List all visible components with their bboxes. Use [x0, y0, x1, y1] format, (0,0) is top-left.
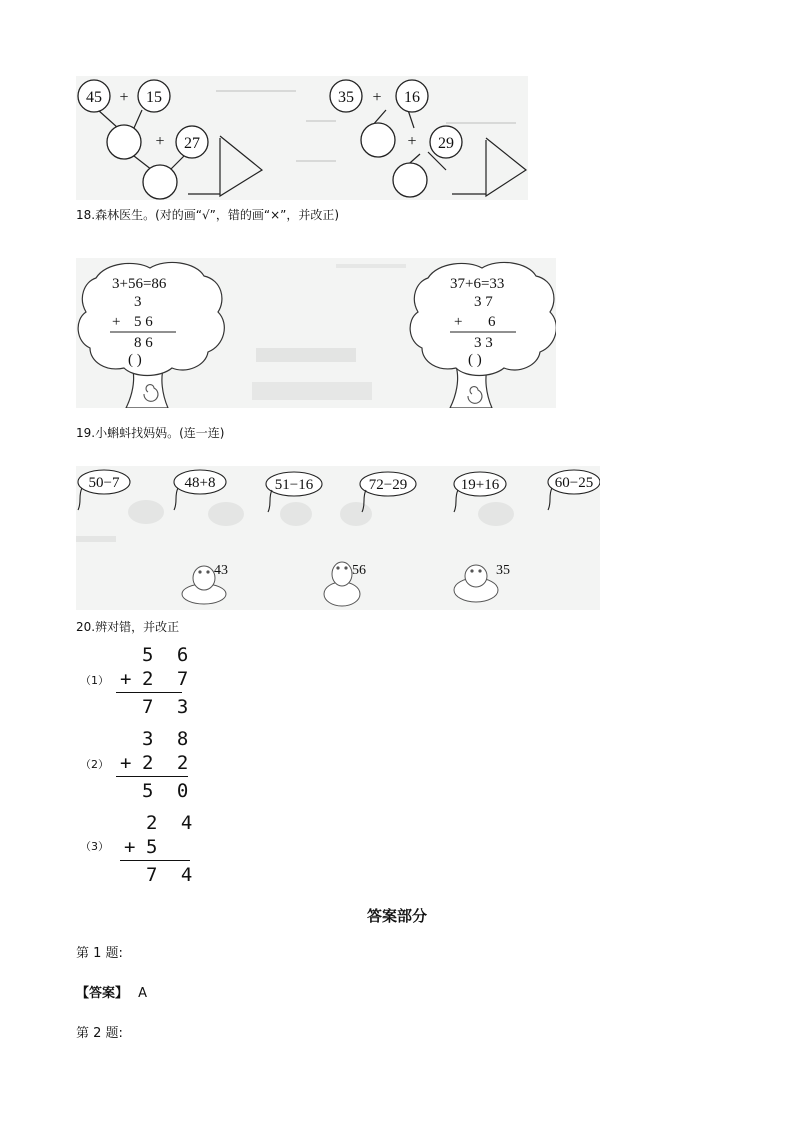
right-tree-top-number: 3 7 [474, 294, 493, 310]
q20-item-2-second: 2 2 [142, 752, 195, 774]
figure-addition-trees [76, 76, 528, 200]
q20-item-1-top: 5 6 [142, 644, 195, 666]
q20-item-3-top: 2 4 [146, 812, 199, 834]
right-tree-plus: + [454, 314, 463, 330]
q20-item-1-result: 7 3 [142, 696, 195, 718]
right-tree-second-number: 6 [488, 314, 496, 330]
figure-forest-doctor [76, 258, 556, 408]
tadpole-2-expr: 48+8 [184, 475, 216, 491]
q20-item-1-rule [116, 692, 182, 693]
circle-right-sum1 [361, 123, 395, 157]
forest-trees-svg [76, 258, 556, 408]
q20-item-2-top: 3 8 [142, 728, 195, 750]
answers-section-title: 答案部分 [366, 907, 427, 925]
tadpole-4-expr: 72−29 [368, 477, 408, 493]
tadpole-svg [76, 466, 600, 610]
answer-q1-label: 第 1 题: [76, 946, 123, 961]
right-tree-equation: 37+6=33 [450, 276, 505, 292]
answer-tag: 【答案】 [76, 986, 129, 1001]
left-tree-top-number: 3 [134, 294, 142, 310]
question-19: 19.小蝌蚪找妈妈。(连一连) [76, 426, 225, 440]
left-tree-equation: 3+56=86 [112, 276, 167, 292]
answer-q2-label: 第 2 题: [76, 1026, 123, 1041]
tadpole-3-expr: 51−16 [274, 477, 314, 493]
right-a-value: 35 [338, 89, 354, 106]
frog-2 [332, 562, 352, 586]
right-op1: + [372, 89, 382, 106]
q20-item-1-plus: + [120, 668, 138, 690]
left-c-value: 27 [184, 135, 200, 152]
answer-q1-row [76, 982, 147, 1001]
left-tree-second-number: 5 6 [134, 314, 153, 330]
right-tree-result: 3 3 [474, 335, 493, 351]
circle-left-sum2 [143, 165, 177, 199]
left-tree-paren: ( ) [128, 352, 142, 368]
q20-item-2-rule [116, 776, 188, 777]
question-18: 18.森林医生。(对的画“√”，错的画“×”，并改正) [76, 208, 340, 222]
q20-item-3-rule [120, 860, 190, 861]
left-b-value: 15 [146, 89, 162, 106]
frog-1-number: 43 [214, 563, 228, 578]
tadpole-1-expr: 50−7 [88, 475, 120, 491]
right-tree-paren: ( ) [468, 352, 482, 368]
addition-tree-diagram [76, 76, 528, 200]
left-op2: + [155, 133, 165, 150]
frog-3 [465, 565, 487, 587]
circle-right-sum2 [393, 163, 427, 197]
q20-item-3-result: 7 4 [146, 864, 199, 886]
tadpole-5-expr: 19+16 [460, 477, 500, 493]
q20-item-2-result: 5 0 [142, 780, 195, 802]
left-tree-plus: + [112, 314, 121, 330]
left-tree-result: 8 6 [134, 335, 153, 351]
left-a-value: 45 [86, 89, 102, 106]
right-b-value: 16 [404, 89, 420, 106]
q20-item-3-label: （3） [80, 840, 109, 853]
circle-left-sum1 [107, 125, 141, 159]
q20-item-3-plus: + [124, 836, 142, 858]
tadpole-6-expr: 60−25 [554, 475, 594, 491]
frog-1 [193, 566, 215, 590]
question-20: 20.辨对错，并改正 [76, 620, 180, 634]
frog-2-number: 56 [352, 563, 366, 578]
right-op2: + [407, 133, 417, 150]
frog-3-number: 35 [496, 563, 510, 578]
left-op1: + [119, 89, 129, 106]
q20-item-1-label: （1） [80, 674, 109, 687]
q20-item-2-label: （2） [80, 758, 109, 771]
q20-item-3-second: 5 [146, 836, 164, 858]
answer-q1-value: A [138, 986, 148, 1001]
q20-item-1-second: 2 7 [142, 668, 195, 690]
right-c-value: 29 [438, 135, 454, 152]
figure-tadpoles [76, 466, 600, 610]
q20-item-2-plus: + [120, 752, 138, 774]
